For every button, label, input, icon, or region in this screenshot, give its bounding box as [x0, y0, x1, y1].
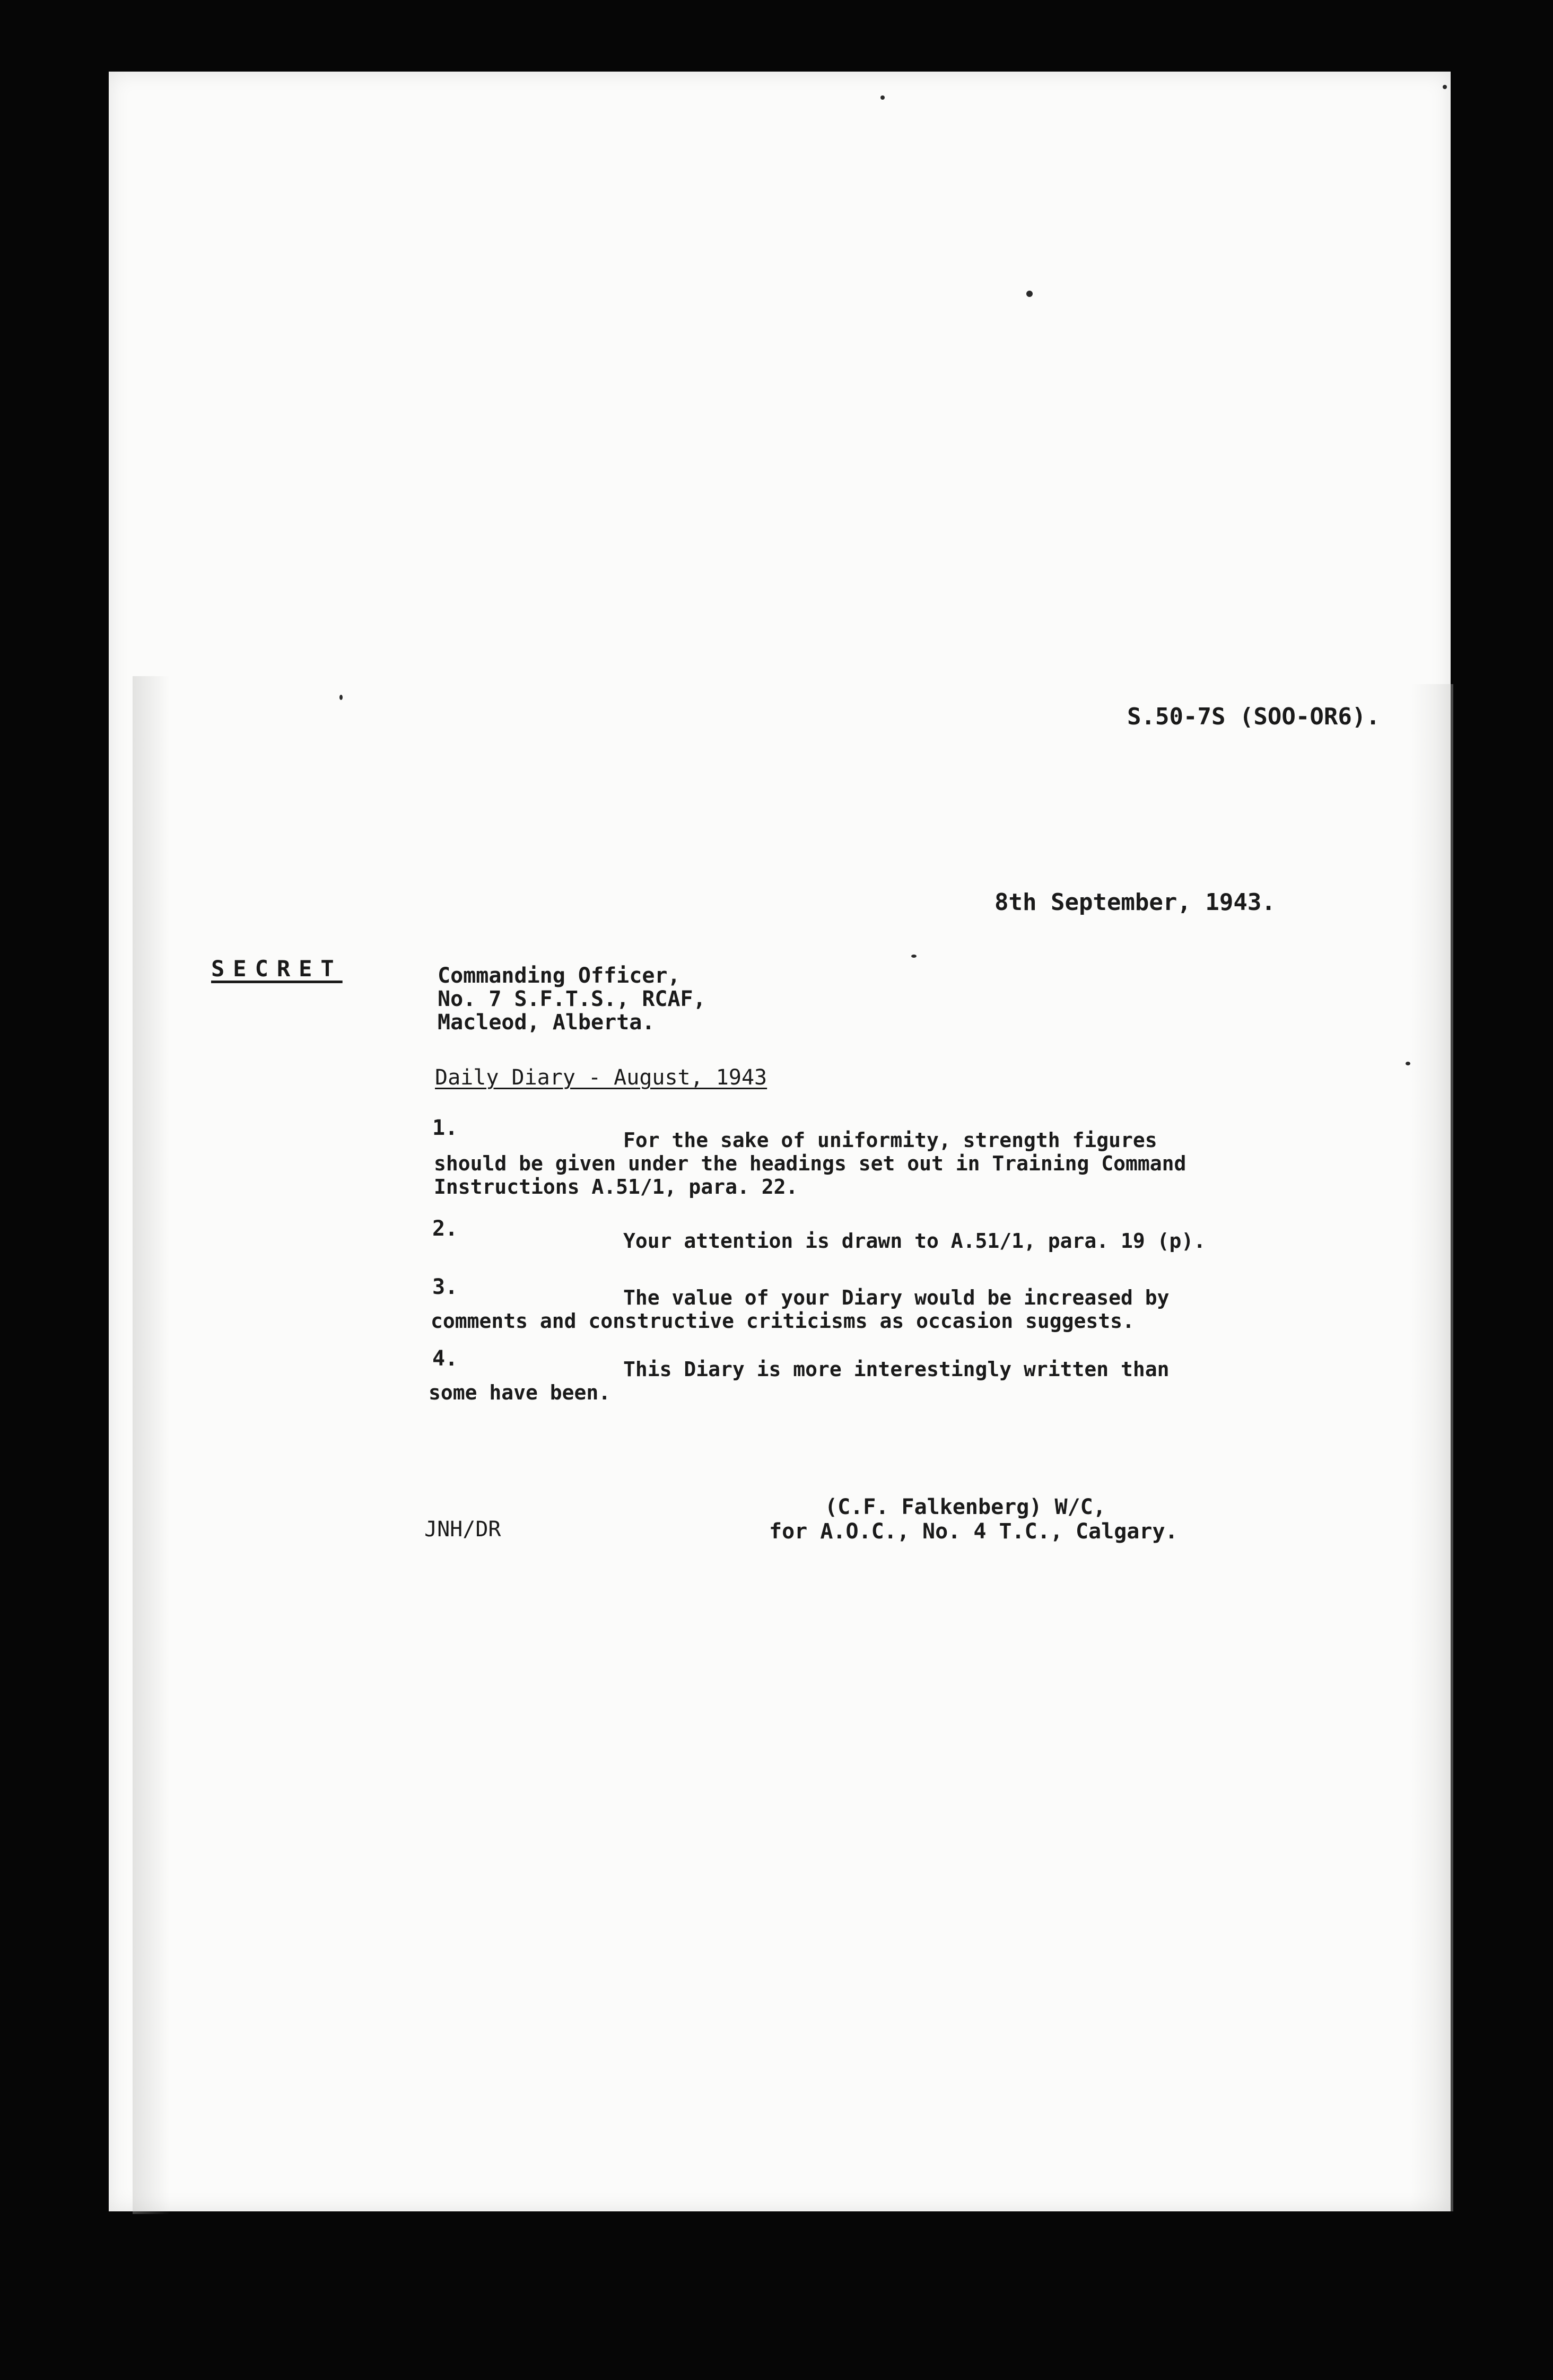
letter-date: 8th September, 1943.	[994, 889, 1276, 916]
paragraph-3-line-2: comments and constructive criticisms as occasion suggests.	[431, 1309, 1135, 1333]
paragraph-1-number: 1.	[432, 1116, 458, 1140]
classification-marking: SECRET	[211, 956, 343, 982]
paragraph-4-number: 4.	[432, 1346, 458, 1371]
paper-fold-shadow	[133, 676, 170, 2214]
dust-speck	[339, 695, 343, 700]
paragraph-1-line-3: Instructions A.51/1, para. 22.	[434, 1175, 798, 1198]
addressee-line-1: Commanding Officer,	[438, 964, 680, 988]
addressee-line-2: No. 7 S.F.T.S., RCAF,	[438, 987, 706, 1011]
paragraph-1-line-2: should be given under the headings set out in Training Command	[434, 1152, 1186, 1175]
dust-speck	[1406, 1062, 1410, 1065]
paragraph-3-line-1: The value of your Diary would be increased by	[623, 1286, 1170, 1309]
file-reference: S.50-7S (SOO-OR6).	[1127, 703, 1380, 730]
dust-speck	[911, 955, 917, 958]
signatory-name: (C.F. Falkenberg) W/C,	[825, 1495, 1106, 1519]
paragraph-4-line-1: This Diary is more interestingly written than	[623, 1358, 1170, 1381]
signatory-title: for A.O.C., No. 4 T.C., Calgary.	[769, 1519, 1178, 1544]
paragraph-2-line-1: Your attention is drawn to A.51/1, para. 19 (p).	[623, 1229, 1206, 1253]
dust-speck	[1443, 85, 1447, 89]
paragraph-3-number: 3.	[432, 1275, 458, 1299]
dust-speck	[880, 95, 885, 100]
addressee-line-3: Macleod, Alberta.	[438, 1010, 655, 1035]
typist-initials: JNH/DR	[424, 1517, 501, 1542]
subject-line: Daily Diary - August, 1943	[435, 1065, 767, 1090]
dust-speck	[1026, 291, 1033, 297]
paragraph-1-line-1: For the sake of uniformity, strength figures	[623, 1128, 1157, 1152]
paragraph-2-number: 2.	[432, 1217, 458, 1241]
paragraph-4-line-2: some have been.	[429, 1381, 611, 1404]
paper-edge	[1411, 684, 1453, 2211]
